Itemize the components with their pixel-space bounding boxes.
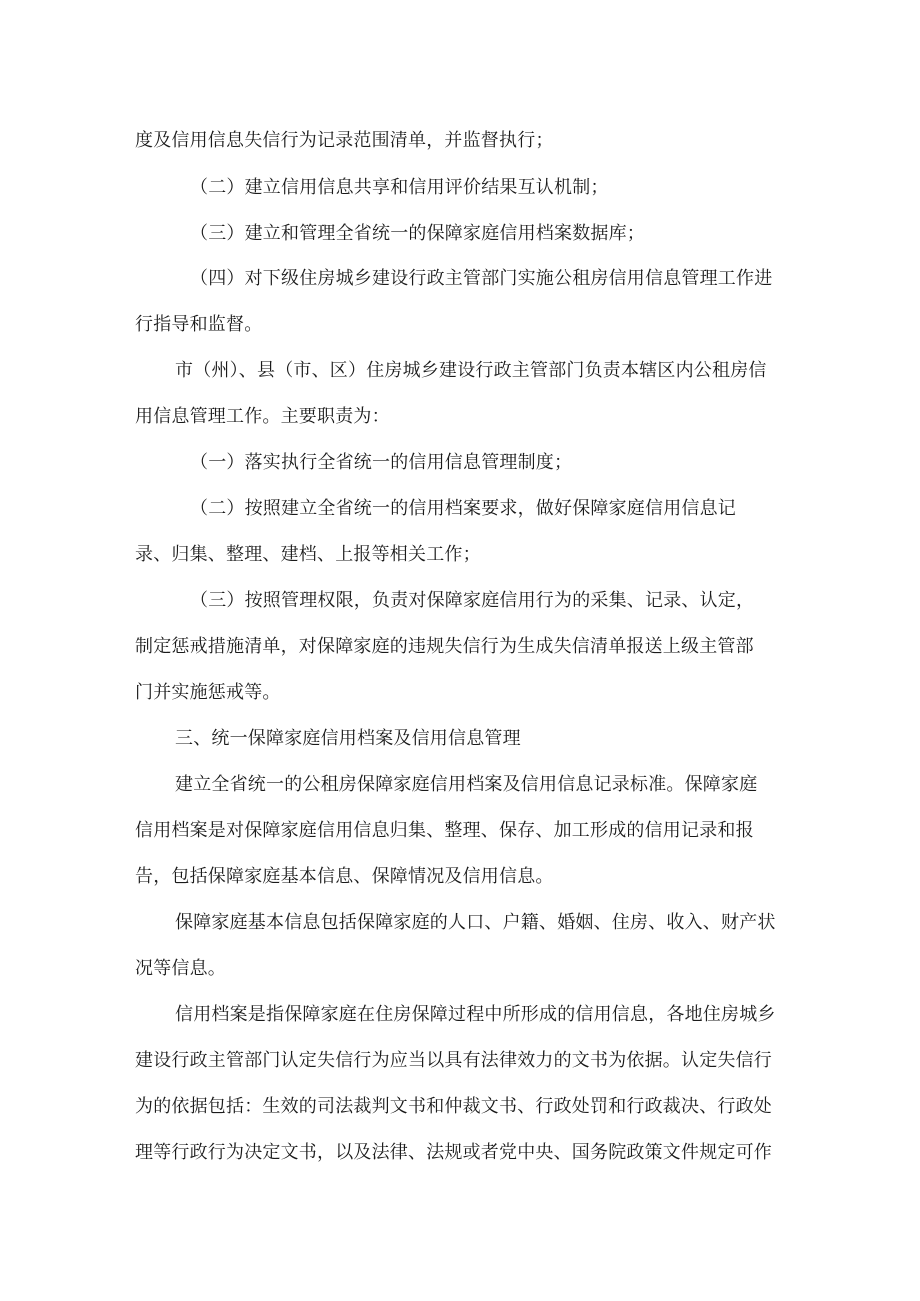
text-line: （二）按照建立全省统一的信用档案要求，做好保障家庭信用信息记 [190, 498, 736, 519]
text-line: 建设行政主管部门认定失信行为应当以具有法律效力的文书为依据。认定失信行 [135, 1050, 772, 1071]
section-heading: 三、统一保障家庭信用档案及信用信息管理 [175, 728, 521, 749]
text-line: 度及信用信息失信行为记录范围清单，并监督执行； [135, 130, 554, 151]
text-line: （一）落实执行全省统一的信用信息管理制度； [190, 452, 573, 473]
text-line: 制定惩戒措施清单，对保障家庭的违规失信行为生成失信清单报送上级主管部 [135, 636, 754, 657]
text-line: 行指导和监督。 [135, 314, 263, 335]
text-line: 建立全省统一的公租房保障家庭信用档案及信用信息记录标准。保障家庭 [175, 774, 758, 795]
text-line: 保障家庭基本信息包括保障家庭的人口、户籍、婚姻、住房、收入、财产状 [175, 912, 776, 933]
text-line: 市（州）、县（市、区）住房城乡建设行政主管部门负责本辖区内公租房信 [175, 360, 767, 381]
text-line: （三）建立和管理全省统一的保障家庭信用档案数据库； [190, 223, 645, 244]
text-line: 理等行政行为决定文书，以及法律、法规或者党中央、国务院政策文件规定可作 [135, 1142, 772, 1163]
text-line: （三）按照管理权限，负责对保障家庭信用行为的采集、记录、认定， [190, 590, 755, 611]
text-line: 信用档案是对保障家庭信用信息归集、整理、保存、加工形成的信用记录和报 [135, 820, 754, 841]
text-line: 为的依据包括：生效的司法裁判文书和仲裁文书、行政处罚和行政裁决、行政处 [135, 1096, 772, 1117]
text-line: （二）建立信用信息共享和信用评价结果互认机制； [190, 177, 609, 198]
text-line: （四）对下级住房城乡建设行政主管部门实施公租房信用信息管理工作进 [190, 268, 773, 289]
text-line: 录、归集、整理、建档、上报等相关工作； [135, 544, 481, 565]
text-line: 况等信息。 [135, 958, 226, 979]
text-line: 告，包括保障家庭基本信息、保障情况及信用信息。 [135, 866, 554, 887]
text-line: 信用档案是指保障家庭在住房保障过程中所形成的信用信息，各地住房城乡 [175, 1004, 776, 1025]
text-line: 门并实施惩戒等。 [135, 682, 281, 703]
text-line: 用信息管理工作。主要职责为： [135, 406, 390, 427]
